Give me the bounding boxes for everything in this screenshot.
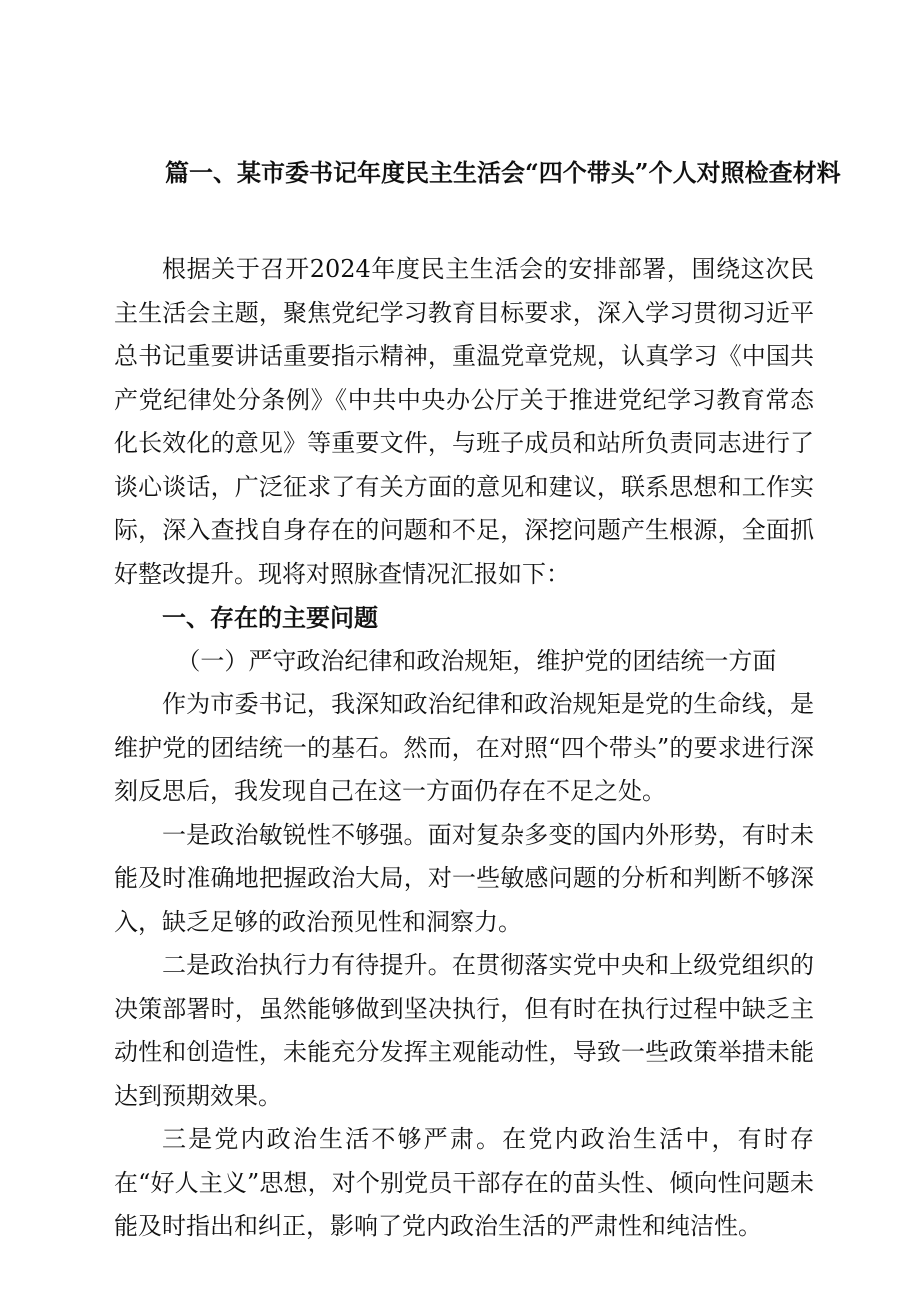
body-paragraph: 二是政治执行力有待提升。在贯彻落实党中央和上级党组织的决策部署时，虽然能够做到坚决执行，但有时在执行过程中缺乏主动性和创造性，未能充分发挥主观能动性，导致一些政策举措未能达到预期效果。 (114, 951, 814, 1110)
section-heading: 一、存在的主要问题 (162, 603, 378, 632)
body-paragraph: 一是政治敏锐性不够强。面对复杂多变的国内外形势，有时未能及时准确地把握政治大局，对一些敏感问题的分析和判断不够深入，缺乏足够的政治预见性和洞察力。 (114, 820, 814, 936)
body-paragraph: 三是党内政治生活不够严肃。在党内政治生活中，有时存在“好人主义”思想，对个别党员干部存在的苗头性、倾向性问题未能及时指出和纠正，影响了党内政治生活的严肃性和纯洁性。 (114, 1125, 814, 1240)
intro-paragraph: 根据关于召开2024年度民主生活会的安排部署，围绕这次民主生活会主题，聚焦党纪学习教育目标要求，深入学习贯彻习近平总书记重要讲话重要指示精神，重温党章党规，认真学习《中国共产党纪律处分条例》《中共中央办公厅关于推进党纪学习教育常态化长效化的意见》等重要文件，与班子成员和站所负责同志进行了谈心谈话，广泛征求了有关方面的意见和建议，联系思想和工作实际，深入查找自身存在的问题和不足，深挖问题产生根源，全面抓好整改提升。现将对照脉查情况汇报如下： (114, 255, 814, 588)
document-body (114, 248, 814, 1249)
document-title: 篇一、某市委书记年度民主生活会“四个带头”个人对照检查材料 (165, 158, 841, 187)
subsection-heading: （一）严守政治纪律和政治规矩，维护党的团结统一方面 (176, 646, 777, 675)
body-paragraph: 作为市委书记，我深知政治纪律和政治规矩是党的生命线，是维护党的团结统一的基石。然而，在对照“四个带头”的要求进行深刻反思后，我发现自己在这一方面仍存在不足之处。 (114, 690, 814, 805)
